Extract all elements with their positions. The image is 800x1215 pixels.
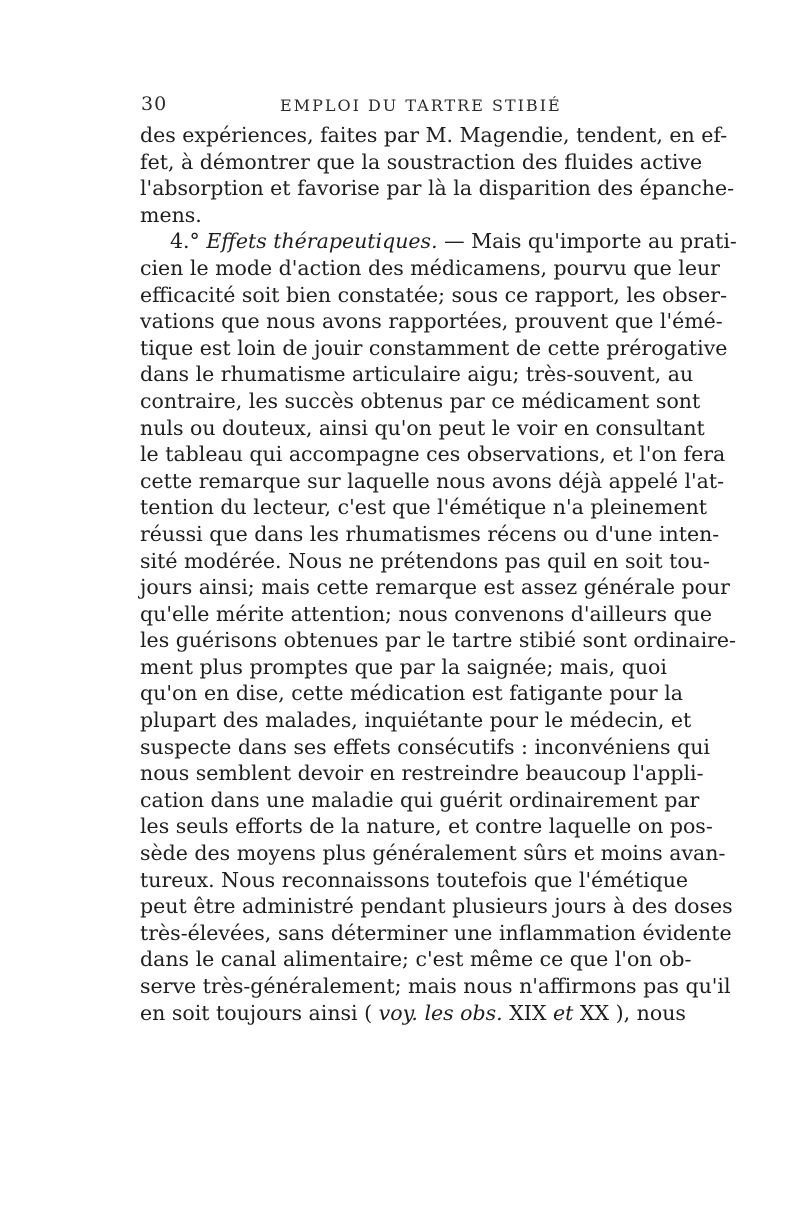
text-line: serve très-généralement; mais nous n'affirmons pas qu'il: [140, 974, 731, 998]
text-line: sède des moyens plus généralement sûrs et moins avan-: [140, 841, 726, 866]
reference-prefix: en soit toujours ainsi (: [140, 1000, 379, 1025]
text-line: fet, à démontrer que la soustraction des fluides active: [140, 149, 703, 174]
text-line: cette remarque sur laquelle nous avons déjà appelé l'at-: [140, 468, 725, 493]
page-number: 30: [141, 93, 168, 115]
running-head: EMPLOI DU TARTRE STIBIÉ: [280, 96, 562, 115]
text-line: peut être administré pendant plusieurs jours à des doses: [140, 894, 733, 919]
text-line: sité modérée. Nous ne prétendons pas quil en soit tou-: [140, 548, 710, 573]
body-text: [140, 122, 737, 1026]
text-line: efficacité soit bien constatée; sous ce rapport, les obser-: [140, 282, 727, 307]
text-line-reference: [140, 1000, 686, 1027]
text-line: cien le mode d'action des médicamens, pourvu que leur: [140, 255, 720, 280]
text-line: les guérisons obtenues par le tartre stibié sont ordinaire-: [140, 628, 736, 653]
text-line: réussi que dans les rhumatismes récens ou d'une inten-: [140, 521, 720, 546]
text-line: qu'elle mérite attention; nous convenons d'ailleurs que: [140, 601, 713, 626]
text-line: dans le rhumatisme articulaire aigu; très-souvent, au: [140, 362, 694, 387]
text-line: dans le canal alimentaire; c'est même ce que l'on ob-: [140, 947, 692, 972]
text-line: ment plus promptes que par la saignée; mais, quoi: [140, 654, 667, 679]
text-line: suspecte dans ses effets consécutifs : inconvéniens qui: [140, 734, 710, 759]
reference-et: et: [553, 1000, 574, 1025]
text-line: tique est loin de jouir constamment de cette prérogative: [140, 335, 728, 360]
reference-suffix: ), nous: [615, 1000, 686, 1025]
text-line: vations que nous avons rapportées, prouvent que l'émé-: [140, 309, 723, 334]
text-line: plupart des malades, inquiétante pour le médecin, et: [140, 708, 692, 733]
text-line: les seuls efforts de la nature, et contre laquelle on pos-: [140, 814, 713, 839]
paragraph-heading-rest: — Mais qu'importe au prati-: [437, 229, 737, 254]
text-line: jours ainsi; mais cette remarque est assez générale pour: [140, 575, 730, 600]
paragraph-number: 4.°: [170, 229, 200, 254]
text-line: tention du lecteur, c'est que l'émétique n'a pleinement: [140, 495, 708, 520]
text-line: des expériences, faites par M. Magendie, tendent, en ef-: [140, 123, 728, 147]
reference-numbers-2: XX: [573, 1000, 616, 1025]
reference-numbers: XIX: [502, 1000, 554, 1025]
paragraph-heading: Effets thérapeutiques.: [206, 229, 438, 254]
text-line: nuls ou douteux, ainsi qu'on peut le voir en consultant: [140, 415, 705, 440]
text-line: nous semblent devoir en restreindre beaucoup l'appli-: [140, 761, 704, 786]
text-line: le tableau qui accompagne ces observations, et l'on fera: [140, 442, 726, 467]
text-line: contraire, les succès obtenus par ce médicament sont: [140, 388, 701, 413]
text-line: très-élevées, sans déterminer une inflammation évidente: [140, 920, 732, 945]
reference-label: voy. les obs.: [378, 1000, 503, 1025]
text-line: qu'on en dise, cette médication est fatigante pour la: [140, 681, 683, 706]
text-line: tureux. Nous reconnaissons toutefois que l'émétique: [140, 867, 689, 892]
text-line: l'absorption et favorise par là la disparition des épanche-: [140, 176, 735, 201]
text-line: cation dans une maladie qui guérit ordinairement par: [140, 787, 700, 812]
paragraph-heading-line: [140, 228, 737, 255]
text-line: mens.: [140, 202, 202, 227]
